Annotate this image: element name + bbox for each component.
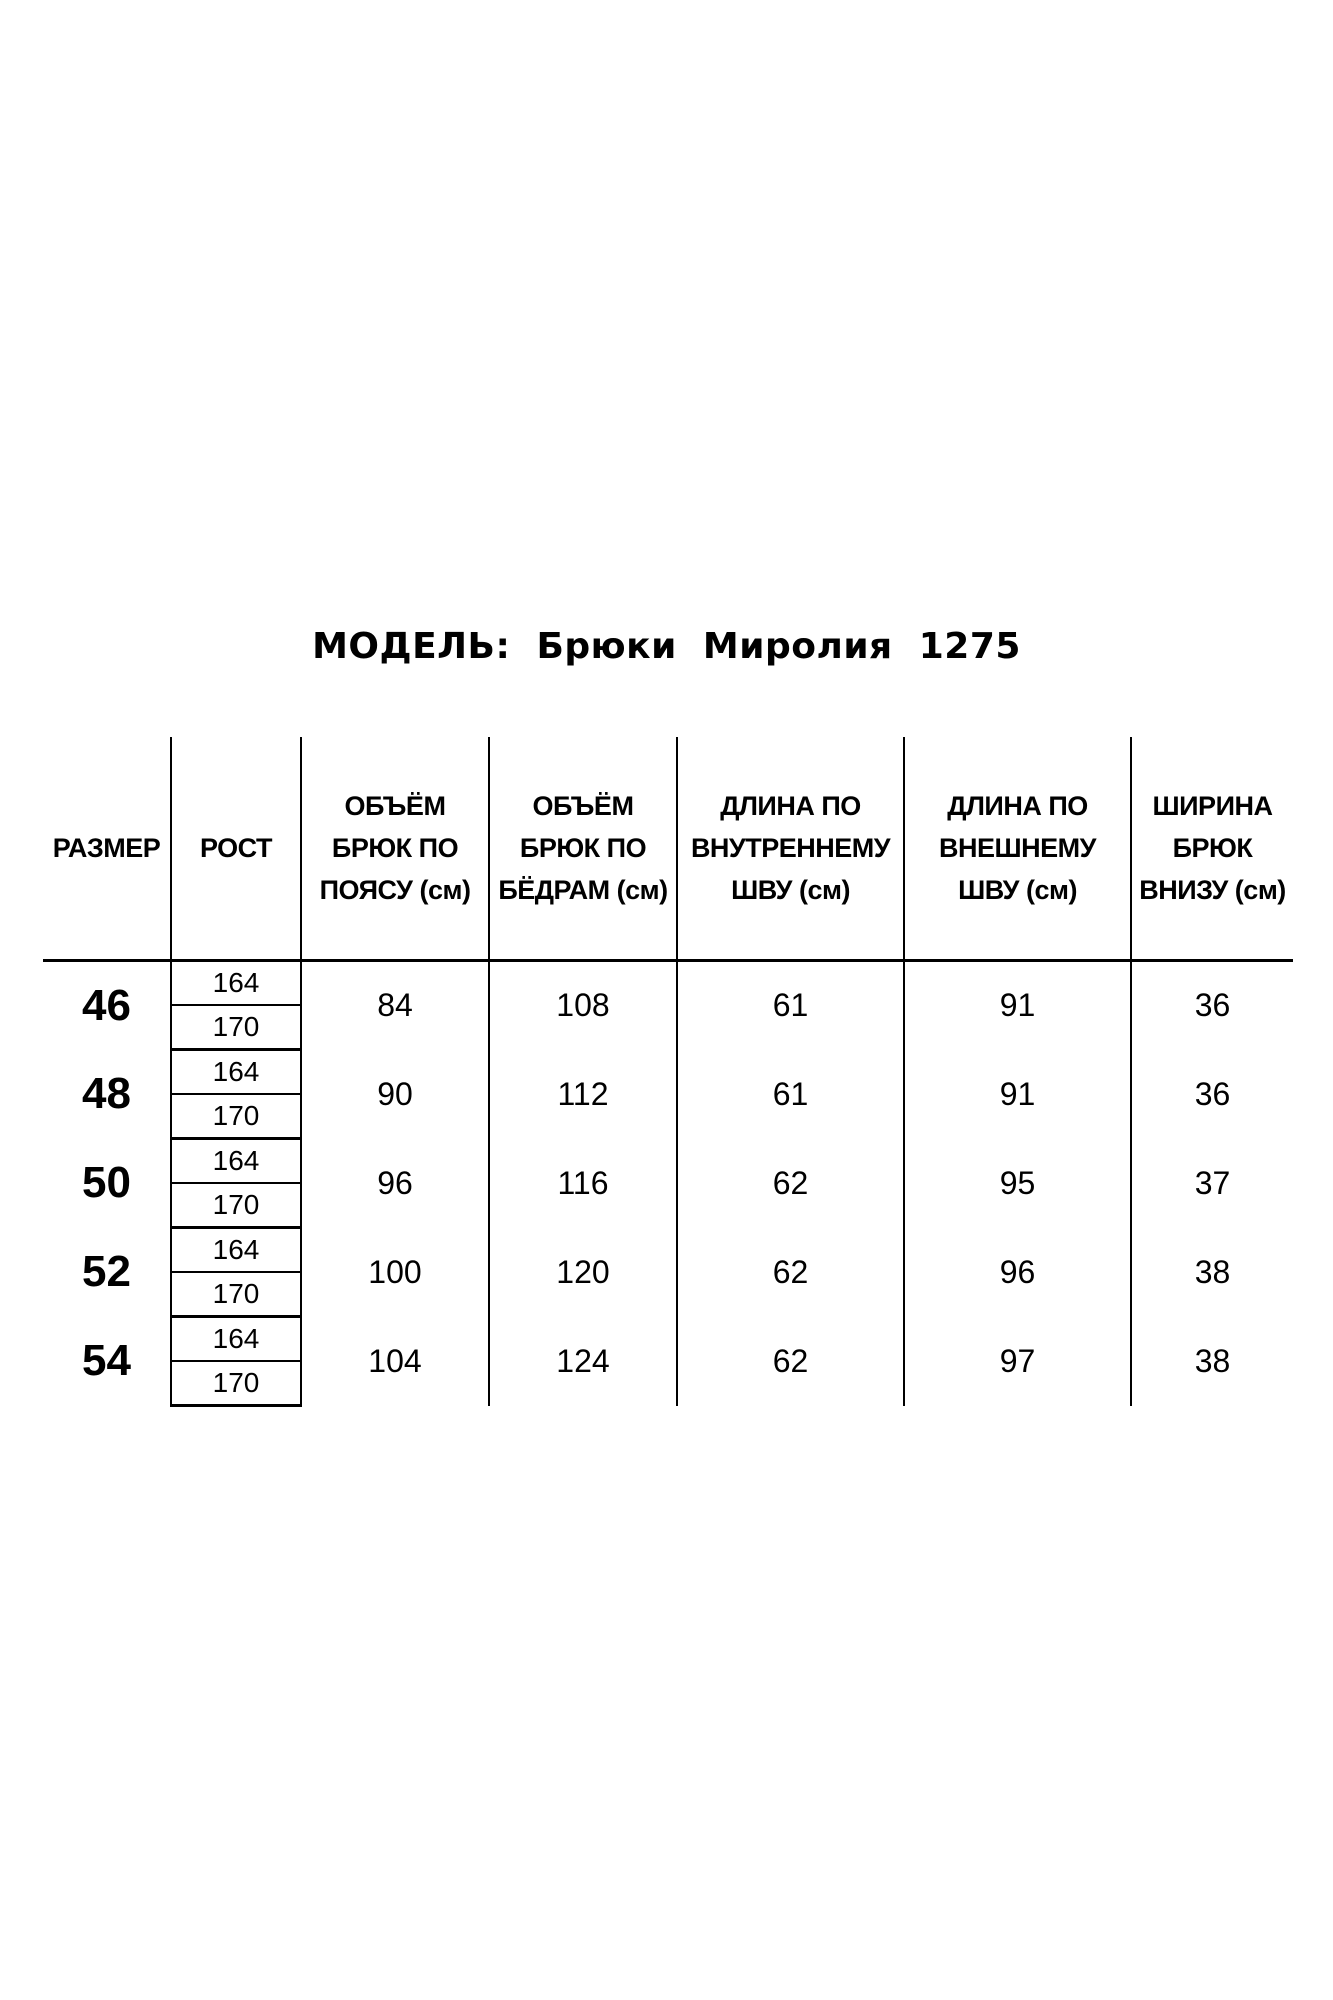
- header-line: ВНЕШНЕМУ: [939, 833, 1096, 863]
- waist-cell: 90: [301, 1050, 489, 1139]
- size-chart-table: [43, 737, 1293, 1407]
- header-line: БРЮК ПО: [331, 833, 459, 863]
- height-cell: 164: [171, 961, 301, 1006]
- waist-cell: 100: [301, 1228, 489, 1317]
- height-cell: 170: [171, 1094, 301, 1139]
- bottom-width-cell: 36: [1131, 961, 1293, 1050]
- size-table: [43, 737, 1293, 1407]
- height-cell: 164: [171, 1139, 301, 1184]
- height-cell: 170: [171, 1005, 301, 1050]
- header-line: РОСТ: [200, 833, 272, 863]
- header-line: ДЛИНА ПО: [720, 791, 861, 821]
- header-line: ШВУ (см): [958, 875, 1077, 905]
- height-cell: 170: [171, 1361, 301, 1406]
- header-line: БРЮК ПО: [519, 833, 647, 863]
- size-cell: 52: [82, 1247, 131, 1296]
- bottom-width-cell: 38: [1131, 1228, 1293, 1317]
- inner-seam-cell: 61: [677, 1050, 904, 1139]
- hips-cell: 108: [489, 961, 677, 1050]
- size-cell: 54: [82, 1336, 131, 1385]
- outer-seam-cell: 91: [904, 1050, 1131, 1139]
- header-line: ОБЪЁМ: [344, 791, 446, 821]
- bottom-width-cell: 38: [1131, 1317, 1293, 1406]
- height-cell: 164: [171, 1317, 301, 1362]
- table-row: [43, 1050, 1293, 1095]
- outer-seam-cell: 96: [904, 1228, 1131, 1317]
- header-line: ШВУ (см): [731, 875, 850, 905]
- header-outer-seam: [904, 737, 1131, 961]
- table-row: [43, 961, 1293, 1006]
- table-row: [43, 1317, 1293, 1362]
- bottom-width-cell: 37: [1131, 1139, 1293, 1228]
- inner-seam-cell: 61: [677, 961, 904, 1050]
- outer-seam-cell: 97: [904, 1317, 1131, 1406]
- waist-cell: 104: [301, 1317, 489, 1406]
- height-cell: 164: [171, 1050, 301, 1095]
- header-line: ПОЯСУ (см): [319, 875, 471, 905]
- table-row: [43, 1139, 1293, 1184]
- size-cell: 46: [82, 980, 131, 1030]
- hips-cell: 120: [489, 1228, 677, 1317]
- outer-seam-cell: 91: [904, 961, 1131, 1050]
- header-row: [43, 737, 1293, 961]
- header-line: БЁДРАМ (см): [498, 875, 668, 905]
- header-line: БРЮК: [1172, 833, 1253, 863]
- hips-cell: 124: [489, 1317, 677, 1406]
- hips-cell: 112: [489, 1050, 677, 1139]
- header-inner-seam: [677, 737, 904, 961]
- table-row: [43, 1228, 1293, 1273]
- header-height: [171, 737, 301, 961]
- header-hips: [489, 737, 677, 961]
- height-cell: 170: [171, 1272, 301, 1317]
- header-line: ДЛИНА ПО: [947, 791, 1088, 821]
- waist-cell: 96: [301, 1139, 489, 1228]
- header-size: [43, 737, 171, 961]
- height-cell: 164: [171, 1228, 301, 1273]
- header-line: ВНИЗУ (см): [1139, 875, 1286, 905]
- header-line: ШИРИНА: [1152, 791, 1273, 821]
- outer-seam-cell: 95: [904, 1139, 1131, 1228]
- header-bottom-width: [1131, 737, 1293, 961]
- waist-cell: 84: [301, 961, 489, 1050]
- size-cell: 50: [82, 1158, 131, 1207]
- hips-cell: 116: [489, 1139, 677, 1228]
- size-cell: 48: [82, 1069, 131, 1118]
- inner-seam-cell: 62: [677, 1317, 904, 1406]
- height-cell: 170: [171, 1183, 301, 1228]
- inner-seam-cell: 62: [677, 1228, 904, 1317]
- bottom-width-cell: 36: [1131, 1050, 1293, 1139]
- page-title: МОДЕЛЬ: Брюки Миролия 1275: [312, 626, 1021, 667]
- header-line: ОБЪЁМ: [532, 791, 634, 821]
- header-line: ВНУТРЕННЕМУ: [690, 833, 891, 863]
- header-line: РАЗМЕР: [52, 833, 161, 863]
- header-waist: [301, 737, 489, 961]
- inner-seam-cell: 62: [677, 1139, 904, 1228]
